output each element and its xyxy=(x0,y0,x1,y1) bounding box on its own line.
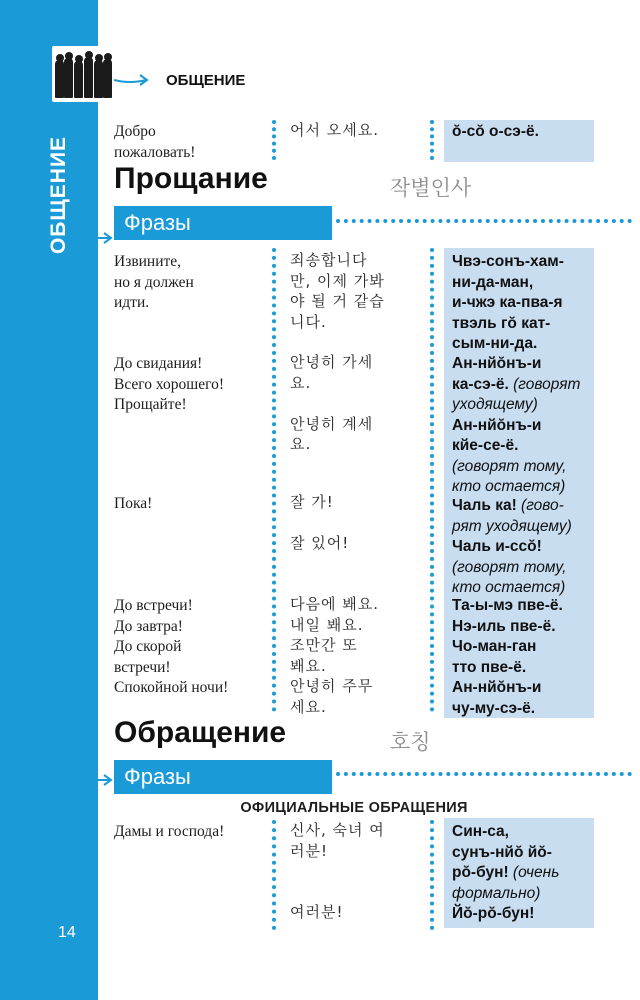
korean-phrase: 어서 오세요. xyxy=(290,121,379,139)
chapter-header-title: ОБЩЕНИЕ xyxy=(166,72,246,89)
transcription: Чаль ка! (гово- рят уходящему) Чаль и-ссŏ! (говорят тому, кто остается) xyxy=(452,497,572,596)
russian-phrase: Пока! xyxy=(114,495,153,512)
russian-phrase: Извините, но я должен идти. xyxy=(114,253,194,311)
phrases-label-bar: Фразы xyxy=(114,760,332,794)
divider xyxy=(430,820,434,930)
page-number: 14 xyxy=(58,924,76,941)
divider xyxy=(272,120,276,160)
transcription: Чвэ-сонъ-хам- ни-да-ман, и-чжэ ка-пва-я твэль гŏ кат- сым-ни-да. xyxy=(452,253,564,352)
divider xyxy=(272,820,276,930)
section-title: Прощание xyxy=(114,162,268,195)
korean-phrase: 다음에 봬요. 내일 봬요. 조만간 또 봬요. 안녕히 주무 세요. xyxy=(290,595,379,716)
divider xyxy=(430,120,434,160)
transcription: ŏ-сŏ о-сэ-ё. xyxy=(452,123,539,140)
russian-phrase: До встречи! До завтра! До скорой встречи! Спокойной ночи! xyxy=(114,597,229,696)
russian-phrase: Добро пожаловать! xyxy=(114,123,196,161)
phrases-label-bar: Фразы xyxy=(114,206,332,240)
korean-phrase: 신사, 숙녀 여 러분! 여러분! xyxy=(290,821,385,921)
subheading: ОФИЦИАЛЬНЫЕ ОБРАЩЕНИЯ xyxy=(240,800,468,816)
section-title-korean: 작별인사 xyxy=(390,176,472,200)
russian-phrase: Дамы и господа! xyxy=(114,823,225,840)
korean-phrase: 잘 가! 잘 있어! xyxy=(290,493,350,552)
people-silhouette-icon xyxy=(52,46,114,102)
header-arrow-icon xyxy=(112,70,152,92)
divider xyxy=(430,248,434,712)
sidebar-vertical-title: ОБЩЕНИЕ xyxy=(47,135,70,255)
section-title-korean: 호칭 xyxy=(390,730,431,754)
korean-phrase: 죄송합니다 만, 이제 가봐 야 될 거 같습 니다. xyxy=(290,251,385,331)
section-title: Обращение xyxy=(114,716,287,749)
transcription: Ан-нйŏнъ-и ка-сэ-ё. (говорят уходящему) Ан-нйŏнъ-и кйе-се-ё. (говорят тому, кто остается) xyxy=(452,355,581,495)
transcription: Син-са, сунъ-нйŏ йŏ- рŏ-бун! (очень формально) Йŏ-рŏ-бун! xyxy=(452,823,560,922)
russian-phrase: До свидания! Всего хорошего! Прощайте! xyxy=(114,355,224,413)
divider xyxy=(272,248,276,712)
divider xyxy=(336,772,632,776)
transcription: Та-ы-мэ пве-ё. Нэ-иль пве-ё. Чо-ман-ган тто пве-ё. Ан-нйŏнъ-и чу-му-сэ-ё. xyxy=(452,597,563,717)
divider xyxy=(336,219,632,223)
korean-phrase: 안녕히 가세 요. 안녕히 계세 요. xyxy=(290,353,374,453)
